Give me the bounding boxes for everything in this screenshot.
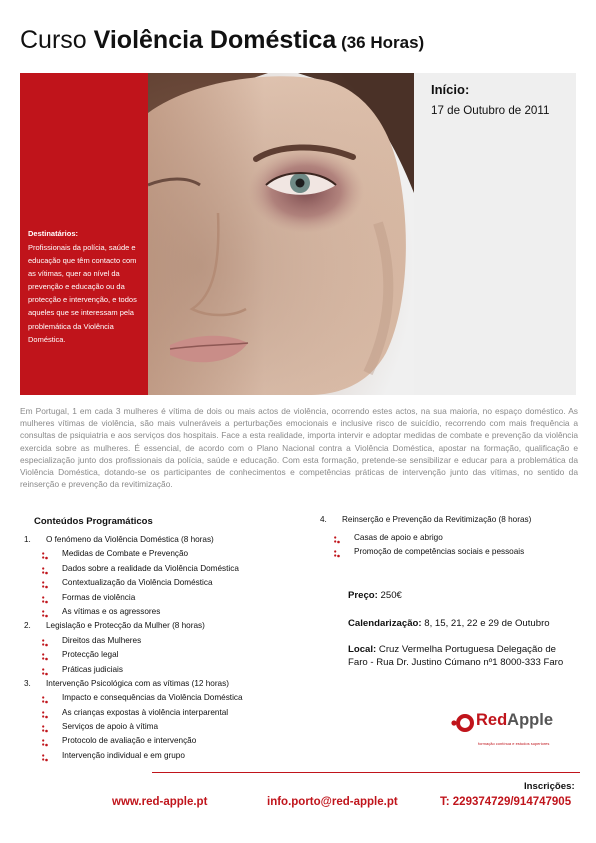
logo-name-red: Red [476,711,508,729]
list-item [24,591,304,605]
list-item-label: Contextualização da Violência Doméstica [62,578,213,588]
list-item-label: Protecção legal [62,650,119,660]
topic-label: Intervenção Psicológica com as vítimas (12 horas) [46,678,229,688]
website-link[interactable]: www.red-apple.pt [112,796,208,808]
topic-label: Legislação e Protecção da Mulher (8 horas) [46,621,205,631]
list-item-label: Casas de apoio e abrigo [354,533,443,542]
bullet-icon [42,609,48,617]
list-item-label: As crianças expostas à violência interparental [62,707,229,717]
start-date: 17 de Outubro de 2011 [431,104,550,117]
hero-photo [148,73,414,395]
bullet-icon [42,580,48,588]
list-item [24,663,304,677]
list-item-label: Intervenção individual e em grupo [62,750,185,760]
list-item-label: Direitos das Mulheres [62,635,142,645]
list-item-label: Formas de violência [62,592,136,602]
contents-list-right [316,513,586,560]
bullet-icon [42,652,48,660]
contents-list-left [24,533,304,763]
list-item [316,545,586,559]
list-item-label: Práticas judiciais [62,664,123,674]
price-value: 250€ [377,590,402,601]
list-item [24,749,304,763]
list-item [24,691,304,705]
bullet-icon [334,549,340,557]
price-label: Preço: [348,590,378,601]
bullet-icon [42,753,48,761]
topic-label: Reinserção e Prevenção da Revitimização (8 horas) [342,515,532,524]
bullet-icon [42,566,48,574]
topic-4 [316,513,586,527]
topic-label: O fenómeno da Violência Doméstica (8 horas) [46,535,214,544]
list-item-label: Protocolo de avaliação e intervenção [62,736,197,746]
bullet-icon [42,638,48,646]
list-item [24,562,304,576]
list-item-label: Serviços de apoio à vítima [62,722,159,732]
list-item-label: Medidas de Combate e Prevenção [62,549,189,559]
schedule-label: Calendarização: [348,618,422,629]
title-main: Violência Doméstica [93,26,337,54]
list-item [24,605,304,619]
bullet-icon [42,667,48,675]
list-item [24,576,304,590]
audience-panel [20,73,148,395]
bullet-icon [42,710,48,718]
location-value: Cruz Vermelha Portuguesa Delegação de Faro - Rua Dr. Justino Cúmano nº1 8000-333 Faro [348,644,564,668]
audience-heading: Destinatários: [28,229,79,238]
list-item [24,706,304,720]
email-link[interactable]: info.porto@red-apple.pt [267,796,398,808]
bullet-icon [42,695,48,703]
list-item [24,547,304,561]
price-info [348,589,402,602]
topic-number: 1. [24,535,31,544]
logo-tagline: formação contínua e estudos superiores [478,741,550,746]
contents-heading: Conteúdos Programáticos [34,516,153,527]
list-item [24,634,304,648]
title-prefix: Curso [20,26,94,54]
start-label: Início: [431,82,470,97]
audience-text: Profissionais da polícia, saúde e educação que têm contacto com as vítimas, quer ao nível da prevenção e educação ou da protecção e intervenção, e todos aqueles que se interessam pela problemática da Violência Doméstica. [28,243,137,344]
topic-3 [24,677,304,691]
list-item [24,720,304,734]
logo-dots-icon [450,713,476,733]
logo-name-grey: Apple [507,711,554,729]
redapple-logo [450,711,580,751]
list-item [24,734,304,748]
page-title [20,26,424,55]
title-hours: (36 Horas) [336,33,425,52]
topic-1 [24,533,304,547]
phone-number[interactable]: T: 229374729/914747905 [440,796,572,808]
bullet-icon [42,738,48,746]
schedule-info [348,617,550,630]
footer-divider [152,772,580,773]
list-item-label: Promoção de competências sociais e pessoais [354,547,525,557]
intro-paragraph: Em Portugal, 1 em cada 3 mulheres é vítima de dois ou mais actos de violência, ocorrendo estes actos, na sua maioria, no espaço doméstico. As mulheres vítimas de violência, são mais vulneráveis a perturbações emocionais e inclusive risco de suicídio, recorrendo com mais frequência a consultas de psiquiatria e aos serviços dos hospitais. Face a esta realidade, importa intervir e adoptar medidas de combate e prevenção da violência exercida sobre as mulheres. É essencial, de acordo com o Plano Nacional contra a Violência Doméstica, apostar na formação, qualificação e especialização junto dos profissionais da polícia, saúde e educação. Com esta formação, pretende-se sensibilizar e educar para a problemática da Violência Doméstica, dotando-se os participantes de conhecimentos e competências práticas de intervenção junto das vítimas, no sentido da reinserção e prevenção da revitimização. [20,406,578,490]
list-item [24,648,304,662]
topic-number: 4. [320,515,327,524]
topic-number: 2. [24,621,31,631]
location-info [348,643,576,669]
list-item [316,531,586,545]
list-item-label: As vítimas e os agressores [62,606,161,616]
schedule-value: 8, 15, 21, 22 e 29 de Outubro [421,618,550,629]
bullet-icon [42,595,48,603]
bullet-icon [334,535,340,543]
topic-number: 3. [24,678,31,688]
list-item-label: Impacto e consequências da Violência Doméstica [62,693,243,703]
bullet-icon [42,724,48,732]
location-label: Local: [348,644,377,655]
registration-label: Inscrições: [524,781,575,792]
topic-2 [24,619,304,633]
bullet-icon [42,551,48,559]
logo-wordmark [476,711,553,730]
list-item-label: Dados sobre a realidade da Violência Doméstica [62,563,239,573]
